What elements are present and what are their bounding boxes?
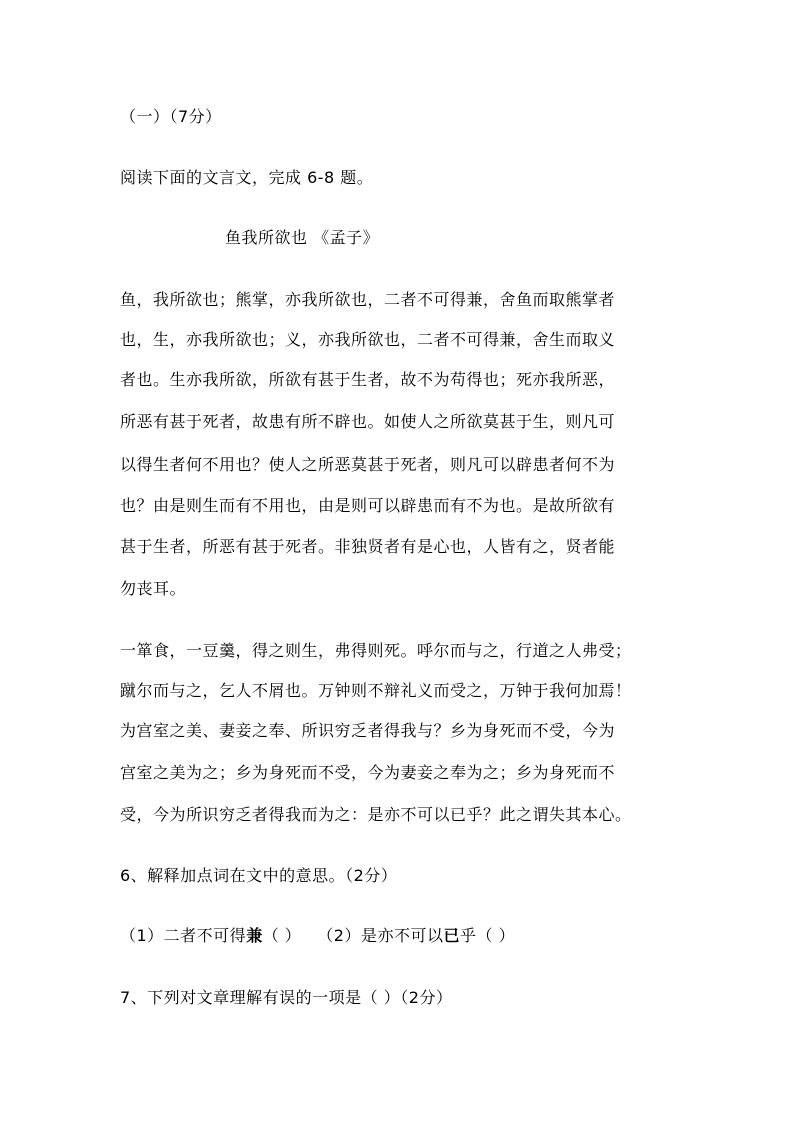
passage-line: 勿丧耳。 — [120, 579, 187, 598]
question-6-items — [120, 926, 515, 946]
passage-line: 为宫室之美、妻妾之奉、所识穷乏者得我与？乡为身死而不受，今为 — [120, 721, 616, 740]
passage-line: 以得生者何不用也？使人之所恶莫甚于死者，则凡可以辟患者何不为 — [120, 455, 616, 474]
question-7-prompt: 7、下列对文章理解有误的一项是（ ）（2分） — [120, 988, 453, 1007]
passage-line: 一箪食，一豆羹，得之则生，弗得则死。呼尔而与之，行道之人弗受； — [120, 641, 632, 660]
q6-item2-keyword: 已 — [443, 926, 460, 945]
q6-item2-blank: 乎（ ） — [460, 926, 516, 945]
passage-line: 所恶有甚于死者，故患有所不辟也。如使人之所欲莫甚于生，则凡可 — [120, 412, 616, 431]
section-heading: （一）（7分） — [120, 107, 222, 126]
reading-instruction: 阅读下面的文言文，完成 6-8 题。 — [120, 168, 374, 187]
passage-line: 受，今为所识穷乏者得我而为之：是亦不可以已乎？此之谓失其本心。 — [120, 805, 632, 824]
passage-line: 蹴尔而与之，乞人不屑也。万钟则不辩礼义而受之，万钟于我何加焉！ — [120, 681, 632, 700]
q6-item1-prefix: （1）二者不可得 — [120, 926, 247, 945]
q6-item1-blank: （ ） — [262, 926, 302, 945]
passage-line: 甚于生者，所恶有甚于死者。非独贤者有是心也，人皆有之，贤者能 — [120, 537, 616, 556]
passage-line: 宫室之美为之；乡为身死而不受，今为妻妾之奉为之；乡为身死而不 — [120, 763, 616, 782]
q6-item2-prefix: （2）是亦不可以 — [317, 926, 444, 945]
passage-title: 鱼我所欲也 《孟子》 — [225, 228, 380, 247]
question-6-prompt: 6、解释加点词在文中的意思。（2分） — [120, 866, 398, 885]
q6-item1-keyword: 兼 — [246, 926, 263, 945]
passage-line: 也？由是则生而有不用也，由是则可以辟患而有不为也。是故所欲有 — [120, 496, 616, 515]
passage-line: 鱼，我所欲也；熊掌，亦我所欲也，二者不可得兼，舍鱼而取熊掌者 — [120, 290, 616, 309]
passage-line: 也，生，亦我所欲也；义，亦我所欲也，二者不可得兼，舍生而取义 — [120, 330, 616, 349]
passage-line: 者也。生亦我所欲，所欲有甚于生者，故不为苟得也；死亦我所恶， — [120, 370, 616, 389]
